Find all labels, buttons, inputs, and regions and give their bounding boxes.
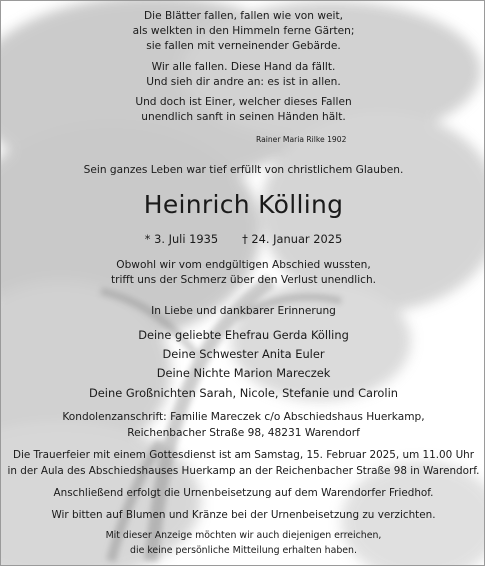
- condolence-line: Reichenbacher Straße 98, 48231 Warendorf: [127, 427, 360, 439]
- funeral-line: Die Trauerfeier mit einem Gottesdienst ist am Samstag, 15. Februar 2025, um 11.00 Uhr: [12, 449, 475, 461]
- urn-burial-info: Anschließend erfolgt die Urnenbeisetzung auf dem Warendorfer Friedhof.: [53, 487, 434, 499]
- mourners-list: [1, 326, 485, 403]
- poem-line: unendlich sanft in seinen Händen hält.: [141, 111, 346, 124]
- mourner-entry: Deine Großnichten Sarah, Nicole, Stefanie und Carolin: [89, 385, 398, 400]
- poem-stanza: [1, 95, 485, 125]
- life-dates: [1, 231, 485, 247]
- grief-statement: [1, 258, 485, 288]
- faith-statement: Sein ganzes Leben war tief erfüllt von christlichem Glauben.: [83, 164, 404, 176]
- poem-stanza: [1, 60, 485, 90]
- death-date: † 24. Januar 2025: [242, 232, 343, 246]
- notice-text: [1, 529, 485, 558]
- poem-author: Rainer Maria Rilke 1902: [256, 135, 347, 144]
- condolence-address: [1, 409, 485, 441]
- poem-line: Die Blätter fallen, fallen wie von weit,: [144, 10, 343, 22]
- poem-line: als welkten in den Himmeln ferne Gärten;: [132, 25, 355, 38]
- poem-line: Und doch ist Einer, welcher dieses Fallen: [135, 96, 352, 109]
- grief-line: Obwohl wir vom endgültigen Abschied wussten,: [116, 259, 371, 271]
- deceased-name: Heinrich Kölling: [143, 190, 344, 219]
- mourner-entry: Deine Schwester Anita Euler: [162, 347, 325, 362]
- notice-line: Mit dieser Anzeige möchten wir auch diejenigen erreichen,: [105, 530, 382, 541]
- funeral-line: in der Aula des Abschiedshauses Huerkamp an der Reichenbacher Straße 98 in Warendorf.: [7, 465, 480, 477]
- obituary-content: [1, 1, 485, 566]
- mourner-entry: Deine Nichte Marion Mareczek: [156, 366, 331, 381]
- poem-line: sie fallen mit verneinender Gebärde.: [146, 40, 341, 53]
- mourner-entry: Deine geliebte Ehefrau Gerda Kölling: [138, 328, 349, 342]
- poem-stanza: [1, 9, 485, 55]
- poem-line: Wir alle fallen. Diese Hand da fällt.: [151, 60, 336, 73]
- grief-line: trifft uns der Schmerz über den Verlust unendlich.: [110, 274, 377, 286]
- poem-line: Und sieh dir andre an: es ist in allen.: [146, 75, 341, 88]
- flowers-request: Wir bitten auf Blumen und Kränze bei der Urnenbeisetzung zu verzichten.: [51, 509, 436, 521]
- poem: [1, 9, 485, 130]
- remembrance-line: In Liebe und dankbarer Erinnerung: [151, 305, 336, 317]
- funeral-info: [1, 447, 485, 479]
- notice-line: die keine persönliche Mitteilung erhalten haben.: [130, 544, 357, 556]
- condolence-line: Kondolenzanschrift: Familie Mareczek c/o Abschiedshaus Huerkamp,: [62, 411, 425, 423]
- birth-date: * 3. Juli 1935: [144, 232, 219, 246]
